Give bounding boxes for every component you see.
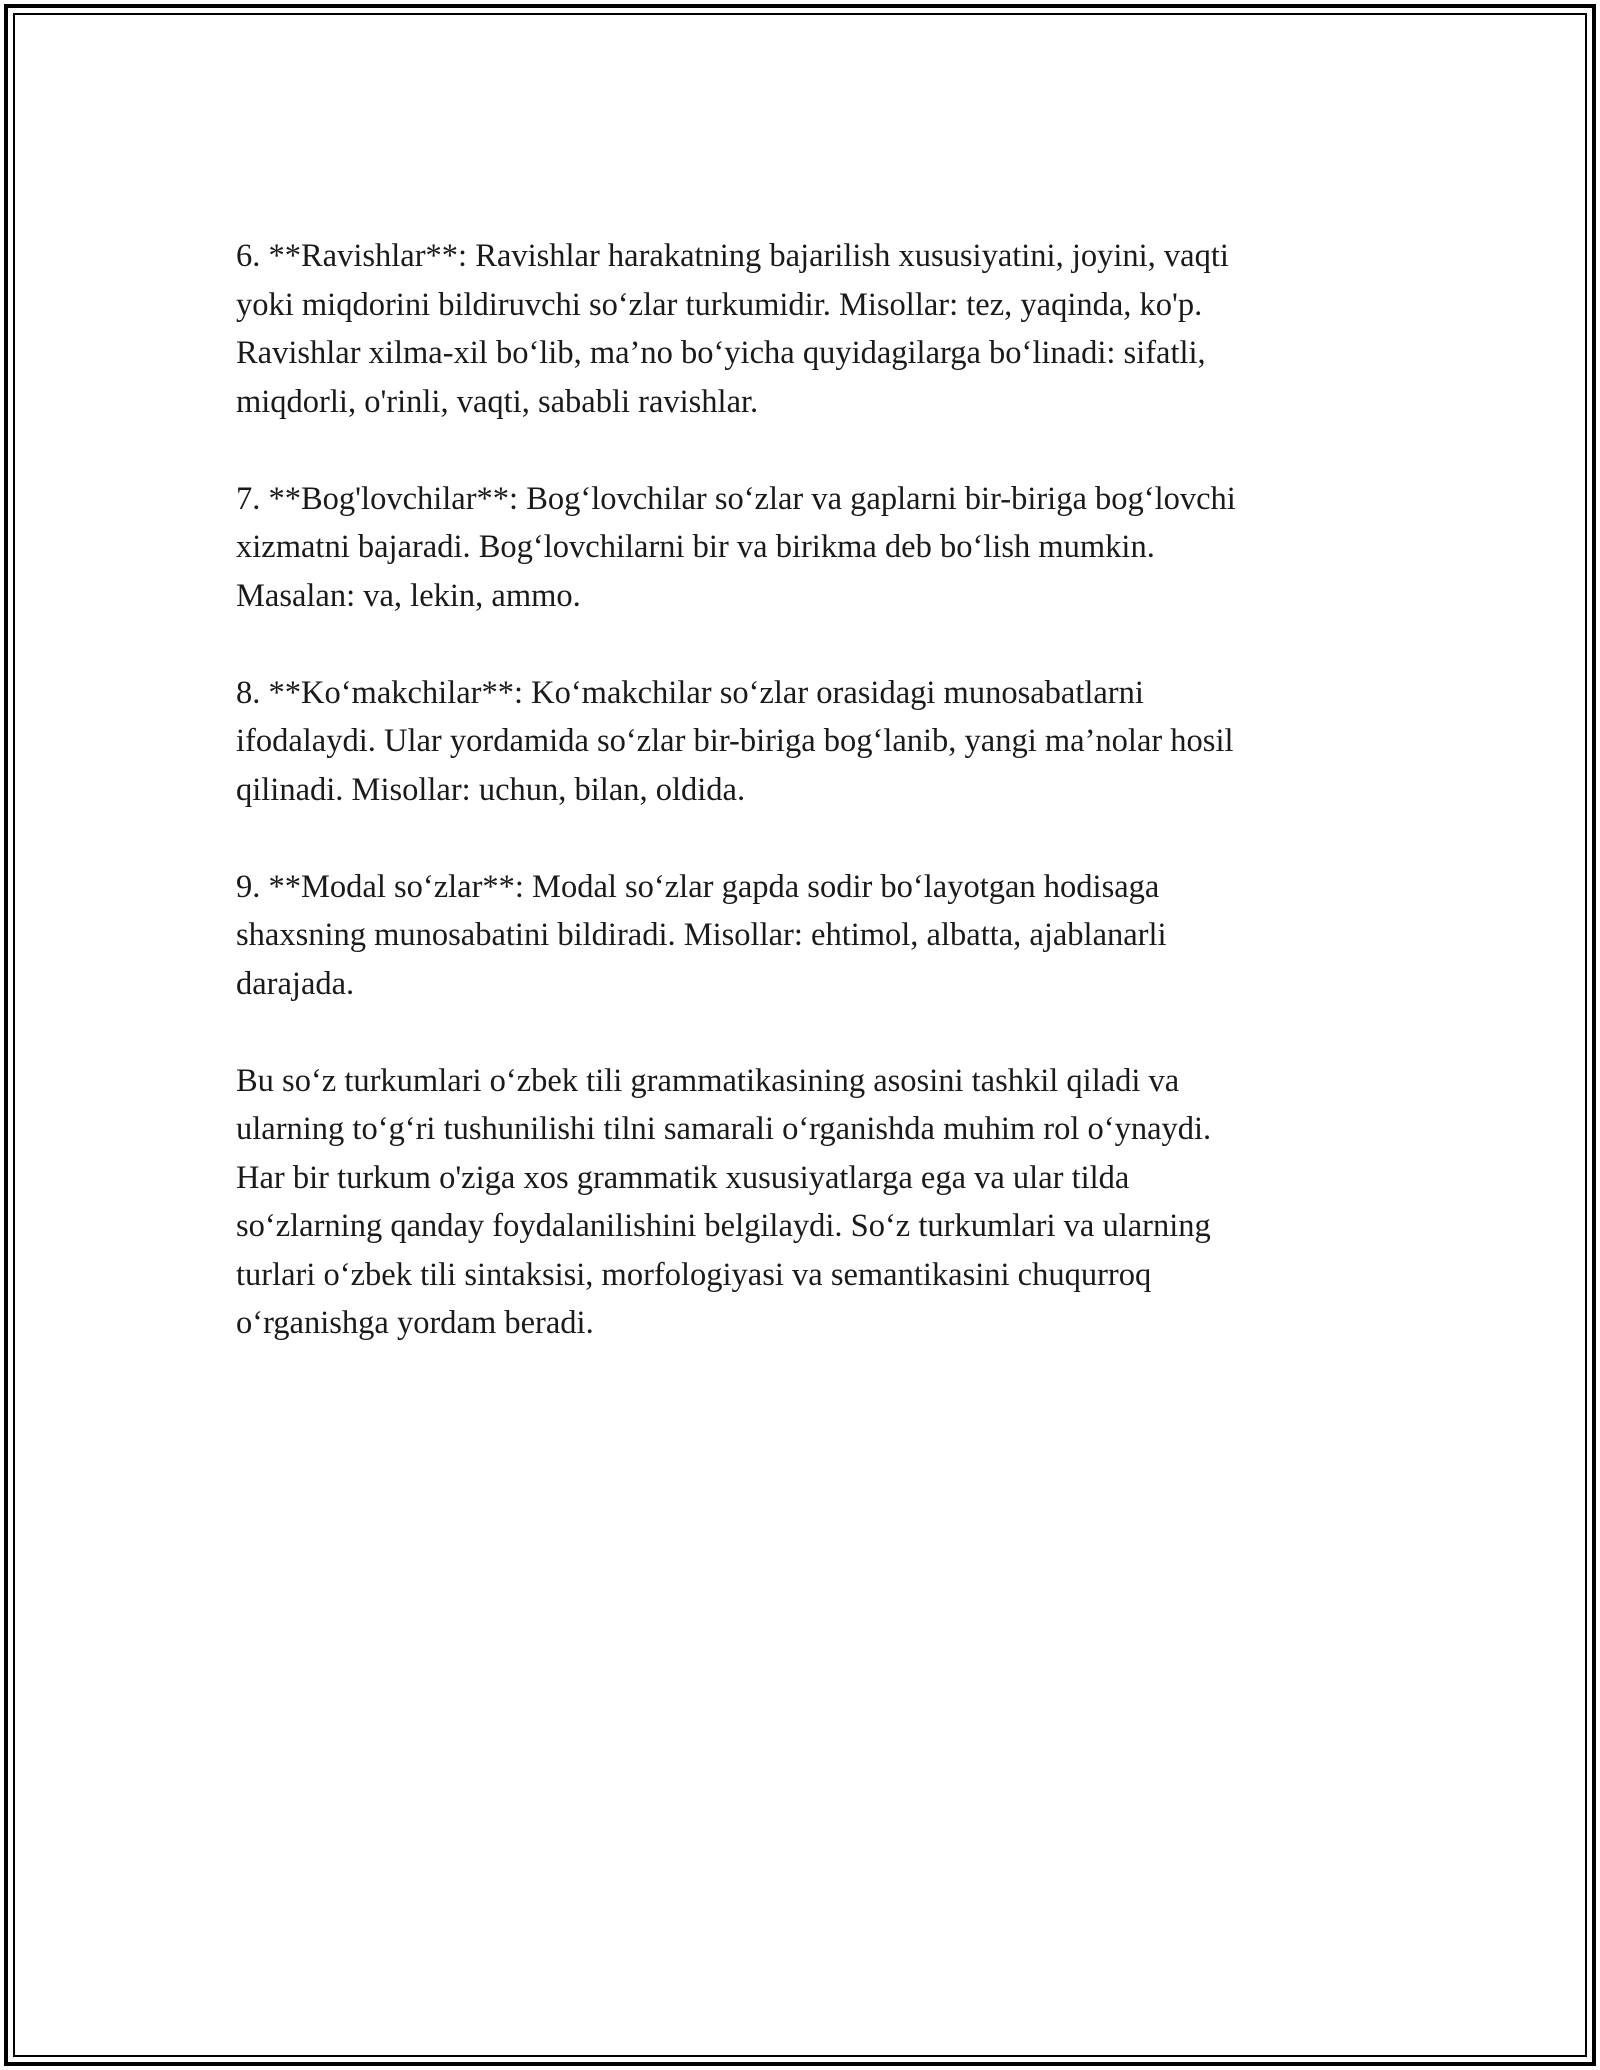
paragraph-komakchilar: 8. **Ko‘makchilar**: Ko‘makchilar so‘zlar orasidagi munosabatlarni ifodalaydi. Ular yordamida so‘zlar bir-biriga bog‘lanib, yangi ma’nolar hosil qilinadi. Misollar: uchun, bilan, oldida. [236,674,1234,808]
paragraph-conclusion: Bu so‘z turkumlari o‘zbek tili grammatikasining asosini tashkil qiladi va ularning to‘g‘ri tushunilishi tilni samarali o‘rganishda muhim rol o‘ynaydi. Har bir turkum o'ziga xos grammatik xususiyatlarga ega va ular tilda so‘zlarning qanday foydalanilishini belgilaydi. So‘z turkumlari va ularning turlari o‘zbek tili sintaksisi, morfologiyasi va semantikasini chuqurroq o‘rganishga yordam beradi. [236,1062,1212,1341]
paragraph-boglovchilar: 7. **Bog'lovchilar**: Bog‘lovchilar so‘zlar va gaplarni bir-biriga bog‘lovchi xizmatni bajaradi. Bog‘lovchilarni bir va birikma deb bo‘lish mumkin. Masalan: va, lekin, ammo. [236,480,1236,614]
paragraph-modal-sozlar: 9. **Modal so‘zlar**: Modal so‘zlar gapda sodir bo‘layotgan hodisaga shaxsning munosabatini bildiradi. Misollar: ehtimol, albatta, ajablanarli darajada. [236,868,1167,1002]
document-body [236,232,1386,1348]
paragraph-ravishlar: 6. **Ravishlar**: Ravishlar harakatning bajarilish xususiyatini, joyini, vaqti yoki miqdorini bildiruvchi so‘zlar turkumidir. Misollar: tez, yaqinda, ko'p. Ravishlar xilma-xil bo‘lib, ma’no bo‘yicha quyidagilarga bo‘linadi: sifatli, miqdorli, o'rinli, vaqti, sababli ravishlar. [236,238,1229,420]
